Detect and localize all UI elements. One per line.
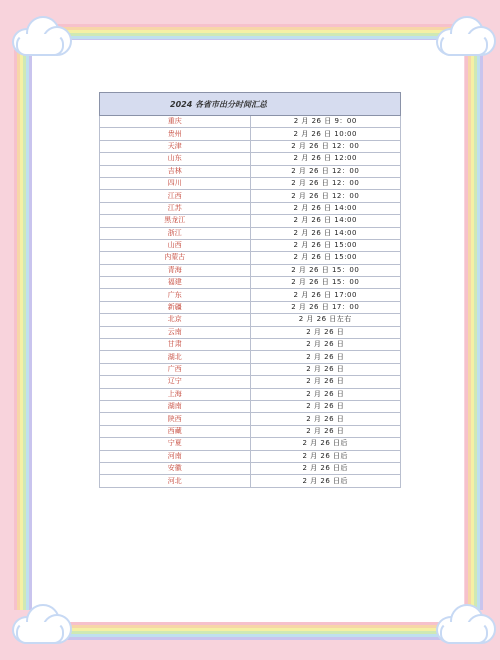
table-row (100, 326, 401, 338)
table-row (100, 128, 401, 140)
table-row (100, 116, 401, 128)
table-row (100, 339, 401, 351)
province-cell: 辽宁 (100, 376, 251, 388)
table-row (100, 252, 401, 264)
table-row (100, 462, 401, 474)
time-cell: 2 月 26 日 (250, 363, 401, 375)
time-cell: 2 月 26 日 12：00 (250, 190, 401, 202)
time-cell: 2 月 26 日 (250, 339, 401, 351)
time-cell: 2 月 26 日 12：00 (250, 177, 401, 189)
province-cell: 广西 (100, 363, 251, 375)
table-row (100, 165, 401, 177)
time-cell: 2 月 26 日 12:00 (250, 153, 401, 165)
time-cell: 2 月 26 日后 (250, 475, 401, 487)
table-row (100, 376, 401, 388)
time-cell: 2 月 26 日 15:00 (250, 239, 401, 251)
cloud-icon-bottom-left (8, 600, 70, 646)
province-cell: 江西 (100, 190, 251, 202)
province-cell: 江苏 (100, 202, 251, 214)
province-cell: 天津 (100, 140, 251, 152)
table-row (100, 388, 401, 400)
table-title: 2024 各省市出分时间汇总 (100, 93, 401, 116)
province-cell: 云南 (100, 326, 251, 338)
table-row (100, 301, 401, 313)
time-cell: 2 月 26 日 (250, 425, 401, 437)
table-row (100, 351, 401, 363)
score-release-table (99, 92, 401, 488)
province-cell: 西藏 (100, 425, 251, 437)
province-cell: 安徽 (100, 462, 251, 474)
province-cell: 新疆 (100, 301, 251, 313)
cloud-icon-bottom-right (432, 600, 494, 646)
province-cell: 内蒙古 (100, 252, 251, 264)
table-row (100, 227, 401, 239)
table-row (100, 153, 401, 165)
time-cell: 2 月 26 日 12：00 (250, 140, 401, 152)
province-cell: 湖南 (100, 400, 251, 412)
time-cell: 2 月 26 日 (250, 413, 401, 425)
province-cell: 河北 (100, 475, 251, 487)
province-cell: 北京 (100, 314, 251, 326)
table-row (100, 277, 401, 289)
time-cell: 2 月 26 日 12：00 (250, 165, 401, 177)
table-row (100, 413, 401, 425)
cloud-icon-top-left (8, 12, 70, 58)
table-row (100, 239, 401, 251)
time-cell: 2 月 26 日后 (250, 450, 401, 462)
cloud-icon-top-right (432, 12, 494, 58)
time-cell: 2 月 26 日 (250, 388, 401, 400)
time-cell: 2 月 26 日 10:00 (250, 128, 401, 140)
time-cell: 2 月 26 日 (250, 351, 401, 363)
table-row (100, 425, 401, 437)
time-cell: 2 月 26 日 14:00 (250, 215, 401, 227)
time-cell: 2 月 26 日 (250, 400, 401, 412)
time-cell: 2 月 26 日 15：00 (250, 277, 401, 289)
province-cell: 福建 (100, 277, 251, 289)
time-cell: 2 月 26 日 9：00 (250, 116, 401, 128)
province-cell: 上海 (100, 388, 251, 400)
time-cell: 2 月 26 日 17:00 (250, 289, 401, 301)
table-row (100, 264, 401, 276)
province-cell: 山东 (100, 153, 251, 165)
time-cell: 2 月 26 日 (250, 326, 401, 338)
time-cell: 2 月 26 日左右 (250, 314, 401, 326)
time-cell: 2 月 26 日 14:00 (250, 227, 401, 239)
province-cell: 浙江 (100, 227, 251, 239)
time-cell: 2 月 26 日 17：00 (250, 301, 401, 313)
time-cell: 2 月 26 日后 (250, 438, 401, 450)
province-cell: 黑龙江 (100, 215, 251, 227)
table-row (100, 177, 401, 189)
province-cell: 广东 (100, 289, 251, 301)
province-cell: 宁夏 (100, 438, 251, 450)
table-row (100, 289, 401, 301)
province-cell: 贵州 (100, 128, 251, 140)
table-row (100, 190, 401, 202)
time-cell: 2 月 26 日 14:00 (250, 202, 401, 214)
table-row (100, 202, 401, 214)
table-row (100, 400, 401, 412)
time-cell: 2 月 26 日后 (250, 462, 401, 474)
province-cell: 河南 (100, 450, 251, 462)
table-row (100, 438, 401, 450)
time-cell: 2 月 26 日 15:00 (250, 252, 401, 264)
table-row (100, 450, 401, 462)
time-cell: 2 月 26 日 (250, 376, 401, 388)
province-cell: 湖北 (100, 351, 251, 363)
province-cell: 甘肃 (100, 339, 251, 351)
province-cell: 青海 (100, 264, 251, 276)
province-cell: 陕西 (100, 413, 251, 425)
province-cell: 山西 (100, 239, 251, 251)
table-row (100, 314, 401, 326)
table-row (100, 363, 401, 375)
province-cell: 吉林 (100, 165, 251, 177)
time-cell: 2 月 26 日 15：00 (250, 264, 401, 276)
province-cell: 四川 (100, 177, 251, 189)
table-row (100, 140, 401, 152)
province-cell: 重庆 (100, 116, 251, 128)
table-row (100, 475, 401, 487)
table-row (100, 215, 401, 227)
